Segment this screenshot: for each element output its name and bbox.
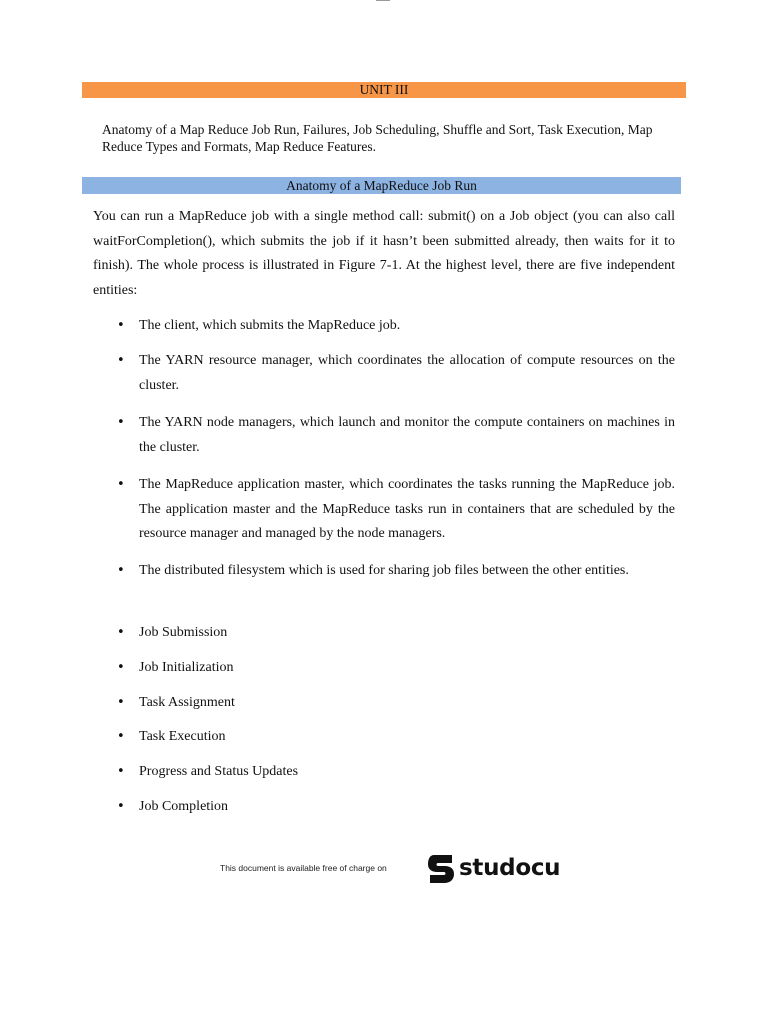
intro-paragraph: You can run a MapReduce job with a single method call: submit() on a Job object (you can also call waitForCompletion(), which submits the job if it hasn’t been submitted already, then waits for it to finish). The whole process is illustrated in Figure 7-1. At the highest level, there are five independent entities:: [93, 209, 675, 298]
entity-item: • The YARN node managers, which launch and monitor the compute containers on machines in the cluster.: [139, 411, 675, 460]
unit-intro-text: Anatomy of a Map Reduce Job Run, Failures, Job Scheduling, Shuffle and Sort, Task Execution, Map Reduce Types and Formats, Map Reduce Features.: [102, 122, 653, 154]
studocu-brand[interactable]: studocu: [459, 855, 561, 881]
entity-item: • The MapReduce application master, which coordinates the tasks running the MapReduce job. The application master and the MapReduce tasks run in containers that are scheduled by the resource manager and managed by the node managers.: [139, 473, 675, 547]
entity-item: • The distributed filesystem which is used for sharing job files between the other entities.: [139, 559, 675, 584]
section-title: Anatomy of a MapReduce Job Run: [82, 177, 681, 194]
unit-header: UNIT III: [82, 82, 686, 98]
entity-item: • The client, which submits the MapReduce job.: [139, 314, 675, 339]
step-item: • Task Execution: [139, 725, 675, 750]
step-item: • Progress and Status Updates: [139, 760, 675, 785]
step-item: • Job Completion: [139, 795, 675, 820]
studocu-logo-icon: [425, 853, 457, 885]
entity-item: • The YARN resource manager, which coordinates the allocation of compute resources on the cluster.: [139, 349, 675, 398]
footer-availability-text: This document is available free of charge on: [220, 863, 387, 873]
studocu-footer[interactable]: [220, 850, 560, 886]
step-item: • Job Initialization: [139, 656, 675, 681]
step-item: • Job Submission: [139, 621, 675, 646]
page-top-mark: [376, 0, 390, 1]
step-item: • Task Assignment: [139, 691, 675, 716]
